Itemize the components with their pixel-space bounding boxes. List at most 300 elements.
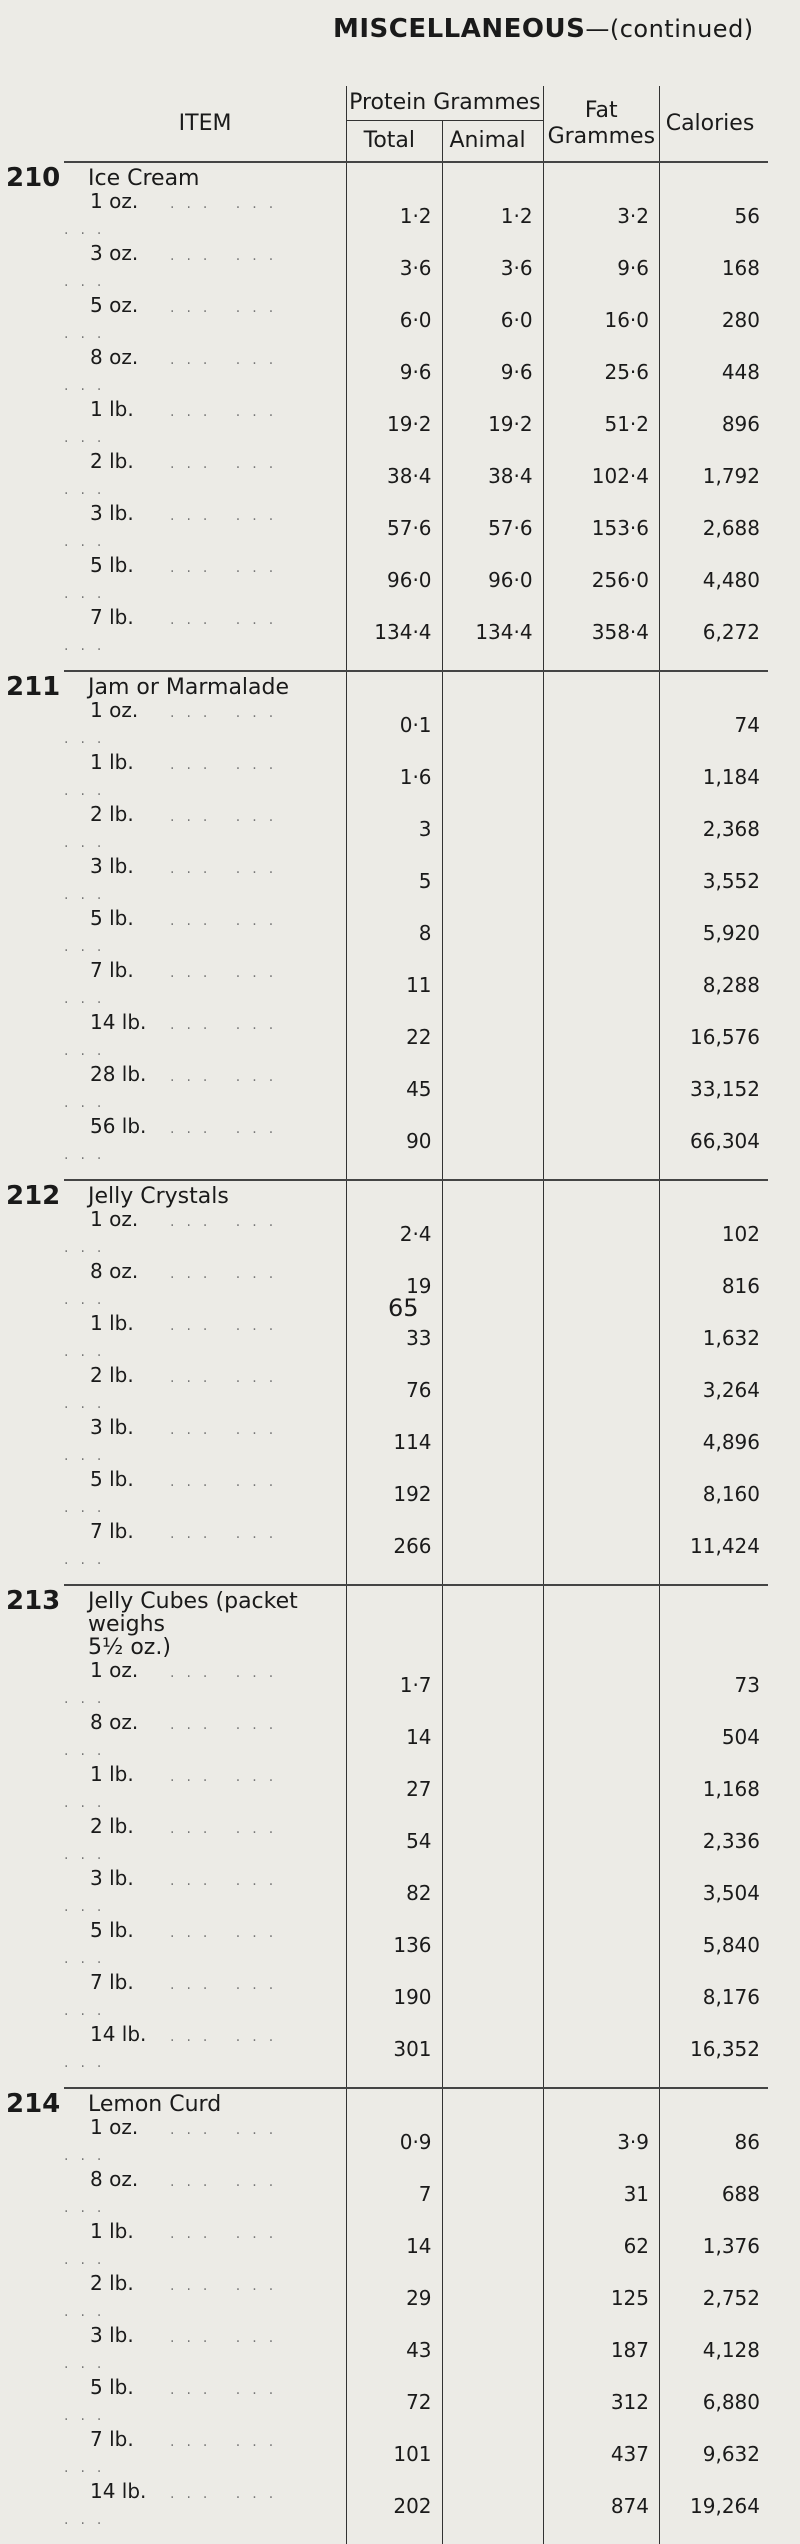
calories-cell: 33,152 [660, 1063, 768, 1115]
calories-cell: 11,424 [660, 1520, 768, 1585]
protein-total-cell: 192 [347, 1468, 442, 1520]
table-body [64, 162, 768, 2544]
fat-cell: 9·6 [543, 242, 659, 294]
protein-total-cell: 266 [347, 1520, 442, 1585]
quantity-cell: 1 lb. [90, 1762, 134, 1786]
quantity-cell: 3 lb. [90, 1866, 134, 1890]
table-row [64, 959, 768, 1011]
protein-total-cell: 301 [347, 2023, 442, 2088]
table-row [64, 1416, 768, 1468]
protein-animal-cell [442, 1659, 543, 1711]
calories-cell: 168 [660, 242, 768, 294]
protein-animal-cell [442, 1208, 543, 1260]
leader-dots: ... ... ... [64, 404, 286, 446]
fat-cell [543, 1520, 659, 1585]
table-row [64, 2272, 768, 2324]
quantity-cell: 7 lb. [90, 958, 134, 982]
section-title: Jam or Marmalade [64, 671, 347, 699]
leader-dots: ... ... ... [64, 1873, 286, 1915]
protein-animal-cell [442, 1416, 543, 1468]
protein-total-cell: 82 [347, 1867, 442, 1919]
quantity-cell: 8 oz. [90, 345, 139, 369]
section-title: Jelly Cubes (packet weighs [64, 1585, 347, 1636]
protein-total-cell: 96·0 [347, 554, 442, 606]
protein-total-cell: 9·6 [347, 346, 442, 398]
protein-total-cell: 134·4 [347, 606, 442, 671]
fat-cell [543, 1063, 659, 1115]
leader-dots: ... ... ... [64, 2226, 286, 2268]
protein-total-cell: 8 [347, 907, 442, 959]
table-row [64, 2023, 768, 2088]
quantity-cell: 3 lb. [90, 1415, 134, 1439]
leader-dots: ... ... ... [64, 2278, 286, 2320]
fat-cell [543, 1763, 659, 1815]
protein-total-cell: 11 [347, 959, 442, 1011]
section-title: Lemon Curd [64, 2088, 347, 2116]
protein-animal-cell [442, 1520, 543, 1585]
section-title-row [64, 1180, 768, 1208]
fat-cell [543, 1011, 659, 1063]
protein-animal-cell [442, 1468, 543, 1520]
table-row [64, 907, 768, 959]
leader-dots: ... ... ... [64, 1069, 286, 1111]
calories-cell: 1,632 [660, 1312, 768, 1364]
leader-dots: ... ... ... [64, 1665, 286, 1707]
table-row [64, 1919, 768, 1971]
protein-total-cell: 101 [347, 2428, 442, 2480]
protein-animal-cell [442, 2428, 543, 2480]
fat-cell [543, 1115, 659, 1180]
fat-cell: 256·0 [543, 554, 659, 606]
column-header-fat: Fat Grammes [543, 86, 659, 162]
leader-dots: ... ... ... [64, 196, 286, 238]
fat-cell [543, 959, 659, 1011]
column-header-item: ITEM [178, 111, 232, 136]
fat-cell: 3·2 [543, 190, 659, 242]
protein-animal-cell [442, 751, 543, 803]
quantity-cell: 28 lb. [90, 1062, 147, 1086]
quantity-cell: 1 oz. [90, 1207, 139, 1231]
quantity-cell: 7 lb. [90, 605, 134, 629]
calories-cell: 448 [660, 346, 768, 398]
protein-animal-cell [442, 1711, 543, 1763]
calories-cell: 8,176 [660, 1971, 768, 2023]
quantity-cell: 5 lb. [90, 1918, 134, 1942]
column-header-calories: Calories [660, 86, 768, 162]
table-row [64, 751, 768, 803]
table-row [64, 1063, 768, 1115]
protein-animal-cell [442, 1115, 543, 1180]
leader-dots: ... ... ... [64, 1370, 286, 1412]
fat-cell: 62 [543, 2220, 659, 2272]
protein-animal-cell: 96·0 [442, 554, 543, 606]
calories-cell: 5,840 [660, 1919, 768, 1971]
leader-dots: ... ... ... [64, 612, 286, 654]
quantity-cell: 14 lb. [90, 1010, 147, 1034]
table-row [64, 1971, 768, 2023]
protein-animal-cell [442, 1919, 543, 1971]
protein-animal-cell [442, 2272, 543, 2324]
protein-animal-cell [442, 959, 543, 1011]
table-row [64, 398, 768, 450]
quantity-cell: 1 oz. [90, 1658, 139, 1682]
quantity-cell: 1 oz. [90, 2115, 139, 2139]
page-title-text: MISCELLANEOUS [333, 14, 586, 44]
calories-cell: 2,752 [660, 2272, 768, 2324]
calories-cell: 1,184 [660, 751, 768, 803]
table-row [64, 2220, 768, 2272]
page-title [333, 14, 754, 44]
protein-total-cell: 1·7 [347, 1659, 442, 1711]
leader-dots: ... ... ... [64, 2434, 286, 2476]
quantity-cell: 1 lb. [90, 750, 134, 774]
protein-total-cell: 202 [347, 2480, 442, 2544]
protein-animal-cell [442, 1011, 543, 1063]
section-number: 213 [6, 1586, 61, 1616]
section-number: 212 [6, 1181, 61, 1211]
protein-total-cell: 0·9 [347, 2116, 442, 2168]
calories-cell: 2,336 [660, 1815, 768, 1867]
protein-total-cell: 5 [347, 855, 442, 907]
leader-dots: ... ... ... [64, 1717, 286, 1759]
leader-dots: ... ... ... [64, 352, 286, 394]
protein-total-cell: 190 [347, 1971, 442, 2023]
column-header-protein: Protein Grammes [347, 86, 543, 121]
section-title-row [64, 1636, 768, 1659]
calories-cell: 8,288 [660, 959, 768, 1011]
calories-cell: 3,552 [660, 855, 768, 907]
calories-cell: 16,576 [660, 1011, 768, 1063]
table-row [64, 502, 768, 554]
leader-dots: ... ... ... [64, 757, 286, 799]
leader-dots: ... ... ... [64, 1214, 286, 1256]
calories-cell: 16,352 [660, 2023, 768, 2088]
protein-total-cell: 29 [347, 2272, 442, 2324]
calories-cell: 896 [660, 398, 768, 450]
fat-cell [543, 1260, 659, 1312]
fat-cell: 358·4 [543, 606, 659, 671]
fat-cell [543, 699, 659, 751]
protein-animal-cell: 1·2 [442, 190, 543, 242]
leader-dots: ... ... ... [64, 300, 286, 342]
calories-cell: 4,896 [660, 1416, 768, 1468]
protein-animal-cell [442, 2023, 543, 2088]
leader-dots: ... ... ... [64, 705, 286, 747]
protein-total-cell: 3·6 [347, 242, 442, 294]
protein-animal-cell: 9·6 [442, 346, 543, 398]
calories-cell: 19,264 [660, 2480, 768, 2544]
fat-cell: 153·6 [543, 502, 659, 554]
table-row [64, 803, 768, 855]
calories-cell: 3,264 [660, 1364, 768, 1416]
table-row [64, 1763, 768, 1815]
leader-dots: ... ... ... [64, 2174, 286, 2216]
section-title-continued: 5½ oz.) [88, 1635, 171, 1660]
protein-total-cell: 3 [347, 803, 442, 855]
leader-dots: ... ... ... [64, 1925, 286, 1967]
protein-total-cell: 0·1 [347, 699, 442, 751]
table-row [64, 554, 768, 606]
quantity-cell: 3 lb. [90, 2323, 134, 2347]
fat-cell: 187 [543, 2324, 659, 2376]
protein-animal-cell [442, 855, 543, 907]
table-row [64, 1364, 768, 1416]
table-row [64, 2480, 768, 2544]
fat-cell [543, 2023, 659, 2088]
leader-dots: ... ... ... [64, 1266, 286, 1308]
protein-total-cell: 27 [347, 1763, 442, 1815]
section-title-row [64, 2088, 768, 2116]
protein-total-cell: 72 [347, 2376, 442, 2428]
protein-total-cell: 19·2 [347, 398, 442, 450]
table-row [64, 1520, 768, 1585]
section-title-row [64, 1585, 768, 1636]
section-number: 214 [6, 2089, 61, 2119]
protein-animal-cell [442, 2324, 543, 2376]
protein-total-cell: 54 [347, 1815, 442, 1867]
quantity-cell: 7 lb. [90, 1970, 134, 1994]
quantity-cell: 8 oz. [90, 1259, 139, 1283]
protein-total-cell: 1·6 [347, 751, 442, 803]
fat-cell: 3·9 [543, 2116, 659, 2168]
protein-total-cell: 45 [347, 1063, 442, 1115]
quantity-cell: 2 lb. [90, 2271, 134, 2295]
calories-cell: 3,504 [660, 1867, 768, 1919]
calories-cell: 56 [660, 190, 768, 242]
calories-cell: 66,304 [660, 1115, 768, 1180]
table-row [64, 1867, 768, 1919]
fat-cell [543, 855, 659, 907]
calories-cell: 6,272 [660, 606, 768, 671]
protein-animal-cell [442, 1867, 543, 1919]
quantity-cell: 7 lb. [90, 2427, 134, 2451]
leader-dots: ... ... ... [64, 2486, 286, 2528]
table-row [64, 1115, 768, 1180]
fat-cell: 25·6 [543, 346, 659, 398]
leader-dots: ... ... ... [64, 508, 286, 550]
fat-cell [543, 1867, 659, 1919]
quantity-cell: 2 lb. [90, 449, 134, 473]
fat-cell [543, 803, 659, 855]
calories-cell: 1,792 [660, 450, 768, 502]
protein-animal-cell [442, 2220, 543, 2272]
protein-total-cell: 114 [347, 1416, 442, 1468]
protein-animal-cell [442, 1763, 543, 1815]
calories-cell: 6,880 [660, 2376, 768, 2428]
fat-cell: 102·4 [543, 450, 659, 502]
calories-cell: 74 [660, 699, 768, 751]
quantity-cell: 3 lb. [90, 501, 134, 525]
table-row [64, 606, 768, 671]
fat-cell [543, 1468, 659, 1520]
protein-animal-cell [442, 1063, 543, 1115]
fat-cell [543, 1815, 659, 1867]
protein-total-cell: 19 [347, 1260, 442, 1312]
leader-dots: ... ... ... [64, 1769, 286, 1811]
protein-animal-cell: 38·4 [442, 450, 543, 502]
quantity-cell: 5 oz. [90, 293, 139, 317]
calories-cell: 102 [660, 1208, 768, 1260]
fat-cell [543, 1659, 659, 1711]
quantity-cell: 2 lb. [90, 1814, 134, 1838]
quantity-cell: 5 lb. [90, 1467, 134, 1491]
fat-cell: 31 [543, 2168, 659, 2220]
protein-total-cell: 57·6 [347, 502, 442, 554]
protein-animal-cell: 3·6 [442, 242, 543, 294]
table-row [64, 1208, 768, 1260]
table-header [64, 86, 768, 162]
fat-cell [543, 1971, 659, 2023]
table-row [64, 2324, 768, 2376]
protein-total-cell: 76 [347, 1364, 442, 1416]
protein-animal-cell: 134·4 [442, 606, 543, 671]
fat-cell [543, 1312, 659, 1364]
protein-total-cell: 33 [347, 1312, 442, 1364]
quantity-cell: 56 lb. [90, 1114, 147, 1138]
leader-dots: ... ... ... [64, 1474, 286, 1516]
quantity-cell: 1 oz. [90, 189, 139, 213]
quantity-cell: 1 lb. [90, 397, 134, 421]
section-title: Ice Cream [64, 162, 347, 190]
protein-animal-cell [442, 803, 543, 855]
page-number: 65 [388, 1294, 419, 1322]
fat-cell [543, 1364, 659, 1416]
section-number: 210 [6, 163, 61, 193]
leader-dots: ... ... ... [64, 2382, 286, 2424]
protein-total-cell: 6·0 [347, 294, 442, 346]
quantity-cell: 3 oz. [90, 241, 139, 265]
leader-dots: ... ... ... [64, 1017, 286, 1059]
leader-dots: ... ... ... [64, 1821, 286, 1863]
calories-cell: 9,632 [660, 2428, 768, 2480]
fat-cell: 16·0 [543, 294, 659, 346]
table-row [64, 2428, 768, 2480]
fat-cell [543, 751, 659, 803]
table-row [64, 1468, 768, 1520]
calories-cell: 5,920 [660, 907, 768, 959]
section-title-row [64, 162, 768, 190]
quantity-cell: 14 lb. [90, 2022, 147, 2046]
quantity-cell: 1 lb. [90, 1311, 134, 1335]
calories-cell: 86 [660, 2116, 768, 2168]
protein-animal-cell [442, 1312, 543, 1364]
page-title-continued: —(continued) [585, 15, 754, 43]
leader-dots: ... ... ... [64, 809, 286, 851]
protein-total-cell: 90 [347, 1115, 442, 1180]
protein-total-cell: 43 [347, 2324, 442, 2376]
protein-animal-cell [442, 2116, 543, 2168]
leader-dots: ... ... ... [64, 1977, 286, 2019]
table-row [64, 242, 768, 294]
protein-animal-cell [442, 1260, 543, 1312]
calories-cell: 73 [660, 1659, 768, 1711]
leader-dots: ... ... ... [64, 861, 286, 903]
fat-cell: 312 [543, 2376, 659, 2428]
leader-dots: ... ... ... [64, 1526, 286, 1568]
quantity-cell: 2 lb. [90, 802, 134, 826]
protein-total-cell: 136 [347, 1919, 442, 1971]
leader-dots: ... ... ... [64, 456, 286, 498]
quantity-cell: 8 oz. [90, 1710, 139, 1734]
protein-total-cell: 1·2 [347, 190, 442, 242]
fat-cell: 125 [543, 2272, 659, 2324]
quantity-cell: 7 lb. [90, 1519, 134, 1543]
leader-dots: ... ... ... [64, 1318, 286, 1360]
leader-dots: ... ... ... [64, 965, 286, 1007]
protein-animal-cell: 6·0 [442, 294, 543, 346]
protein-total-cell: 2·4 [347, 1208, 442, 1260]
leader-dots: ... ... ... [64, 2330, 286, 2372]
leader-dots: ... ... ... [64, 1121, 286, 1163]
table-row [64, 1659, 768, 1711]
leader-dots: ... ... ... [64, 560, 286, 602]
calories-cell: 1,376 [660, 2220, 768, 2272]
leader-dots: ... ... ... [64, 248, 286, 290]
protein-animal-cell: 57·6 [442, 502, 543, 554]
table-row [64, 1011, 768, 1063]
table-row [64, 2376, 768, 2428]
fat-cell: 874 [543, 2480, 659, 2544]
protein-total-cell: 38·4 [347, 450, 442, 502]
calories-cell: 816 [660, 1260, 768, 1312]
table-row [64, 450, 768, 502]
column-header-animal: Animal [442, 121, 543, 163]
section-title: Jelly Crystals [64, 1180, 347, 1208]
protein-total-cell: 22 [347, 1011, 442, 1063]
protein-animal-cell [442, 699, 543, 751]
fat-cell [543, 1416, 659, 1468]
quantity-cell: 5 lb. [90, 553, 134, 577]
quantity-cell: 5 lb. [90, 2375, 134, 2399]
quantity-cell: 5 lb. [90, 906, 134, 930]
fat-cell [543, 1919, 659, 1971]
protein-animal-cell [442, 907, 543, 959]
quantity-cell: 1 oz. [90, 698, 139, 722]
calories-cell: 4,128 [660, 2324, 768, 2376]
quantity-cell: 3 lb. [90, 854, 134, 878]
protein-total-cell: 14 [347, 1711, 442, 1763]
table-row [64, 1711, 768, 1763]
calories-cell: 280 [660, 294, 768, 346]
leader-dots: ... ... ... [64, 2122, 286, 2164]
table-row [64, 2116, 768, 2168]
section-number: 211 [6, 672, 61, 702]
table-row [64, 346, 768, 398]
fat-cell: 51·2 [543, 398, 659, 450]
table-row [64, 294, 768, 346]
table-row [64, 1815, 768, 1867]
protein-animal-cell [442, 2168, 543, 2220]
calories-cell: 688 [660, 2168, 768, 2220]
protein-animal-cell [442, 1815, 543, 1867]
protein-total-cell: 14 [347, 2220, 442, 2272]
table-row [64, 699, 768, 751]
protein-animal-cell [442, 1364, 543, 1416]
protein-animal-cell [442, 2480, 543, 2544]
calories-cell: 8,160 [660, 1468, 768, 1520]
calories-cell: 2,688 [660, 502, 768, 554]
leader-dots: ... ... ... [64, 1422, 286, 1464]
fat-cell [543, 1711, 659, 1763]
protein-animal-cell: 19·2 [442, 398, 543, 450]
table-row [64, 190, 768, 242]
calories-cell: 504 [660, 1711, 768, 1763]
fat-cell [543, 1208, 659, 1260]
leader-dots: ... ... ... [64, 2029, 286, 2071]
fat-cell: 437 [543, 2428, 659, 2480]
protein-total-cell: 7 [347, 2168, 442, 2220]
calories-cell: 1,168 [660, 1763, 768, 1815]
